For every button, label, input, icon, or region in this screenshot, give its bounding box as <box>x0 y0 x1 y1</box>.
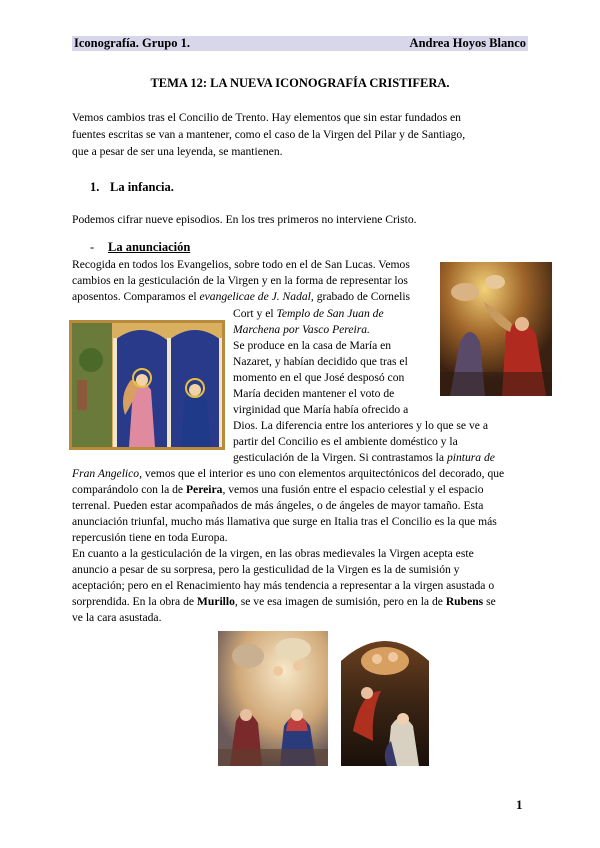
body-line: repercusión tiene en toda Europa. <box>72 531 228 544</box>
intro-line: fuentes escritas se van a mantener, como el caso de la Virgen del Pilar y de Santiago, <box>72 128 466 141</box>
page-number: 1 <box>516 797 523 812</box>
page-header <box>72 36 528 51</box>
header-author: Andrea Hoyos Blanco <box>409 36 526 50</box>
body-text: , vemos una fusión entre el espacio celestial y el espacio <box>222 483 484 496</box>
pereira-annunciation-painting <box>440 262 552 396</box>
intro-line: que a pesar de ser una leyenda, se mantienen. <box>72 145 283 158</box>
body-bold: Pereira <box>185 483 223 496</box>
body-line <box>72 594 496 610</box>
body-bold: Rubens <box>445 595 484 608</box>
body-line: momento en el que José desposó con <box>233 371 405 384</box>
body-text: , grabado de Cornelis <box>310 290 411 303</box>
header-course: Iconografía. Grupo 1. <box>74 36 190 50</box>
body-bold: Murillo <box>196 595 235 608</box>
section-heading <box>90 180 174 195</box>
body-line: Recogida en todos los Evangelios, sobre todo en el de San Lucas. Vemos <box>72 258 410 271</box>
section-number: 1. <box>90 180 100 194</box>
body-line: Nazaret, y habían decidido que tras el <box>233 355 408 368</box>
body-line: anuncio a pesar de su sorpresa, pero la gesticulidad de la Virgen es la de sumisión y <box>72 563 460 576</box>
body-text: comparándolo con la de <box>72 483 186 496</box>
body-line <box>72 289 410 305</box>
body-italic: Fran Angelico <box>72 467 140 480</box>
body-italic: Templo de San Juan de <box>276 307 384 320</box>
body-line: terrenal. Pueden estar acompañados de más ángeles, o de ángeles de mayor tamaño. Esta <box>72 499 484 512</box>
page-title: TEMA 12: LA NUEVA ICONOGRAFÍA CRISTIFERA. <box>150 76 450 90</box>
body-text: , vemos que el interior es uno con elementos arquitectónicos del decorado, que <box>139 467 505 480</box>
section-text: Podemos cifrar nueve episodios. En los tres primeros no interviene Cristo. <box>72 213 417 226</box>
subsection-label: La anunciación <box>108 240 191 254</box>
body-text: gesticulación de la Virgen. Si contrastamos la <box>233 451 447 464</box>
body-italic: evangelicae de J. Nadal <box>199 290 311 303</box>
body-text: Cort y el <box>233 307 277 320</box>
body-italic: Marchena por Vasco Pereira. <box>233 323 370 336</box>
body-text: , se ve esa imagen de sumisión, pero en la de <box>234 595 446 608</box>
body-text: sorprendida. En la obra de <box>72 595 197 608</box>
intro-line: Vemos cambios tras el Concilio de Trento. Hay elementos que sin estar fundados en <box>72 111 461 124</box>
murillo-annunciation-painting <box>218 631 328 766</box>
body-line <box>233 306 384 322</box>
body-line <box>72 466 504 482</box>
body-line <box>233 450 495 466</box>
body-line <box>72 482 484 498</box>
body-line: María deciden mantener el voto de <box>233 387 395 400</box>
body-line: aceptación; pero en el Renacimiento hay más tendencia a representar a la virgen asustada o <box>72 579 495 592</box>
body-line: ve la cara asustada. <box>72 611 162 624</box>
fra-angelico-annunciation-painting <box>69 320 225 450</box>
body-line: partir del Concilio es el ambiente doméstico y la <box>233 435 458 448</box>
body-line: virginidad que María había ofrecido a <box>233 403 409 416</box>
subsection-heading <box>90 240 190 255</box>
body-line: En cuanto a la gesticulación de la virgen, en las obras medievales la Virgen acepta este <box>72 547 474 560</box>
body-line: Dios. La diferencia entre los anteriores y lo que se ve a <box>233 419 488 432</box>
section-label: La infancia. <box>110 180 174 194</box>
body-line: Se produce en la casa de María en <box>233 339 392 352</box>
body-italic: pintura de <box>446 451 495 464</box>
body-line: cambios en la gesticulación de la Virgen y en la forma de representar los <box>72 274 408 287</box>
rubens-annunciation-painting <box>341 631 429 766</box>
body-line: anunciación triunfal, mucho más llamativa que surge en Italia tras el Concilio es la que más <box>72 515 497 528</box>
body-text: aposentos. Comparamos el <box>72 290 200 303</box>
body-line <box>233 322 370 338</box>
body-text: se <box>483 595 496 608</box>
subsection-dash: - <box>90 240 95 254</box>
